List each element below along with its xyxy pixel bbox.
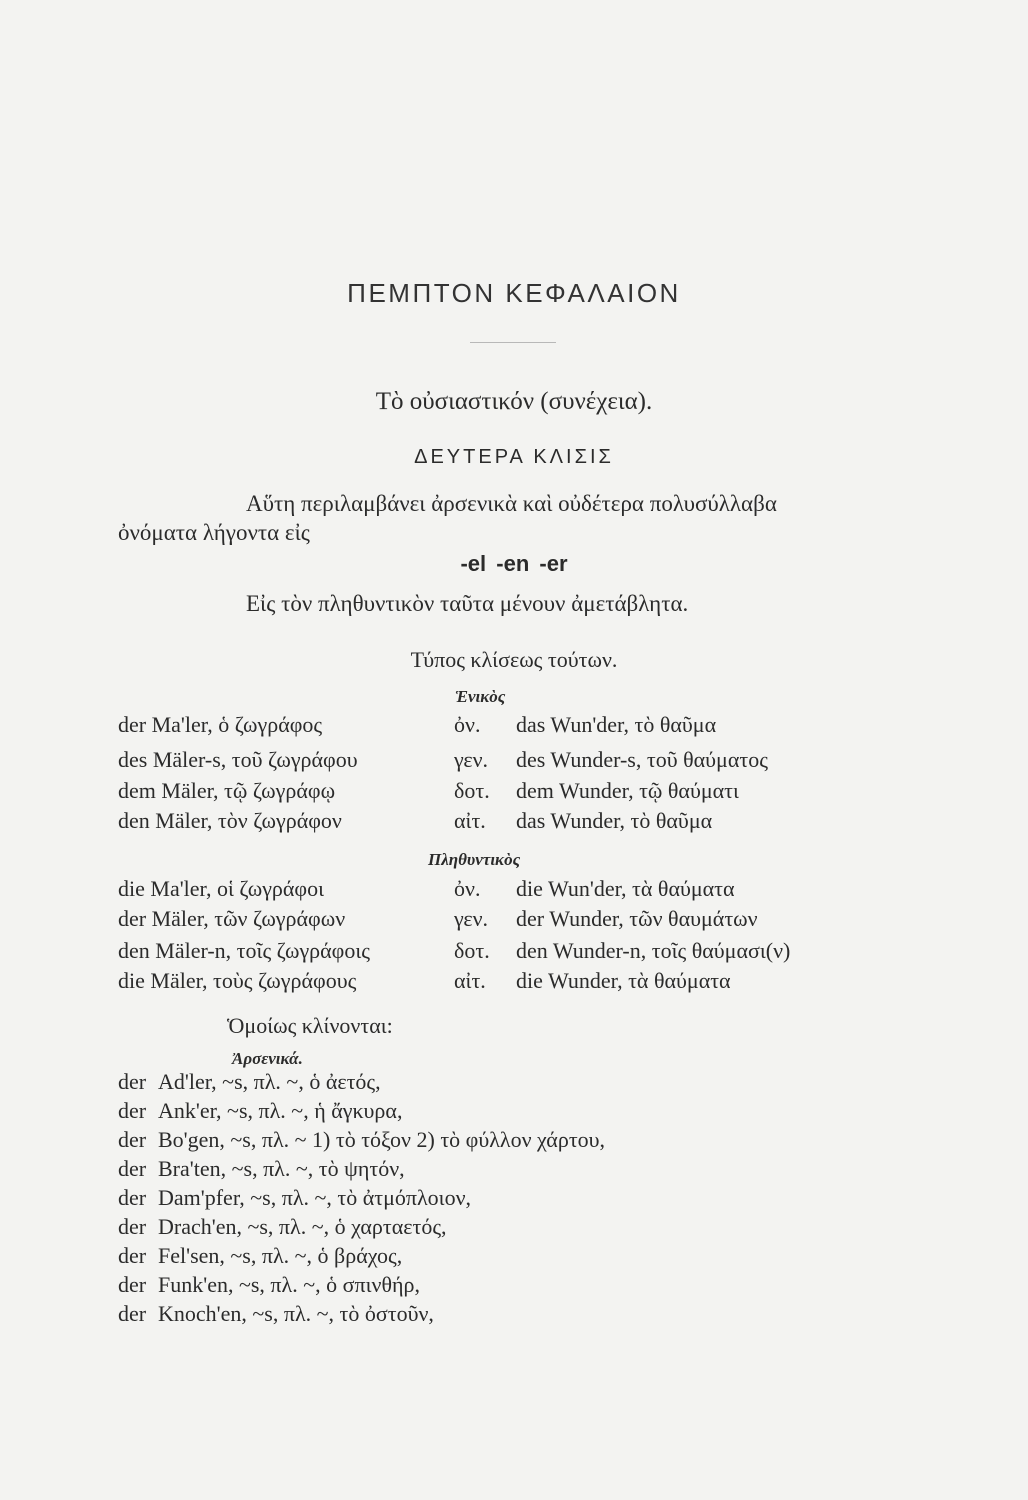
- example-article: der: [118, 1098, 147, 1123]
- chapter-title: ΠΕΜΠΤΟΝ ΚΕΦΑΛΑΙΟΝ: [347, 278, 681, 308]
- similar-heading: Ὁμοίως κλίνονται:: [227, 1013, 393, 1038]
- plural-row-left: die Ma'ler, οἱ ζωγράφοι: [118, 876, 325, 901]
- plural-row-left: der Mäler, τῶν ζωγράφων: [118, 906, 346, 931]
- plural-row-case: δοτ.: [454, 938, 490, 963]
- table-title: Τύπος κλίσεως τούτων.: [410, 647, 618, 672]
- singular-row-left: des Mäler-s, τοῦ ζωγράφου: [118, 747, 358, 772]
- singular-row-left: der Ma'ler, ὁ ζωγράφος: [118, 712, 323, 737]
- plural-row-right: die Wun'der, τὰ θαύματα: [516, 876, 735, 901]
- example-row: [118, 1185, 471, 1211]
- plural-row-right: der Wunder, τῶν θαυμάτων: [516, 906, 758, 931]
- intro-line-1: Αὕτη περιλαμβάνει ἀρσενικὰ καὶ οὐδέτερα πολυσύλλαβα: [246, 491, 777, 516]
- section-title: ΔΕΥΤΕΡΑ ΚΛΙΣΙΣ: [414, 446, 614, 468]
- example-row: [118, 1272, 420, 1298]
- example-article: der: [118, 1243, 147, 1268]
- example-row: [118, 1243, 402, 1269]
- singular-row-case: δοτ.: [454, 778, 490, 803]
- singular-label: Ἑνικὸς: [455, 687, 506, 706]
- example-row: [118, 1214, 447, 1240]
- title-divider: [470, 342, 556, 343]
- example-text: Ank'er, ~s, πλ. ~, ἡ ἄγκυρα,: [158, 1098, 403, 1123]
- example-row: [118, 1069, 381, 1095]
- example-text: Bo'gen, ~s, πλ. ~ 1) τὸ τόξον 2) τὸ φύλλον χάρτου,: [158, 1127, 606, 1152]
- singular-row-right: dem Wunder, τῷ θαύματι: [516, 778, 739, 803]
- singular-row-right: das Wunder, τὸ θαῦμα: [516, 808, 713, 833]
- example-row: [118, 1127, 605, 1153]
- example-article: der: [118, 1272, 147, 1297]
- example-article: der: [118, 1214, 147, 1239]
- example-article: der: [118, 1156, 147, 1181]
- singular-row-right: des Wunder-s, τοῦ θαύματος: [516, 747, 768, 772]
- endings: -el -en -er: [460, 551, 568, 576]
- subtitle: Τὸ οὐσιαστικόν (συνέχεια).: [375, 388, 653, 415]
- singular-row-left: dem Mäler, τῷ ζωγράφῳ: [118, 778, 336, 803]
- example-article: der: [118, 1127, 147, 1152]
- example-row: [118, 1301, 434, 1327]
- example-text: Drach'en, ~s, πλ. ~, ὁ χαρταετός,: [158, 1214, 447, 1239]
- plural-row-left: die Mäler, τοὺς ζωγράφους: [118, 968, 357, 993]
- example-text: Dam'pfer, ~s, πλ. ~, τὸ ἀτμόπλοιον,: [158, 1185, 472, 1210]
- example-text: Fel'sen, ~s, πλ. ~, ὁ βράχος,: [158, 1243, 403, 1268]
- plural-row-case: γεν.: [454, 906, 489, 931]
- example-row: [118, 1156, 405, 1182]
- example-article: der: [118, 1185, 147, 1210]
- plural-note: Εἰς τὸν πληθυντικὸν ταῦτα μένουν ἀμετάβλητα.: [246, 591, 689, 616]
- intro-line-2: ὀνόματα λήγοντα εἰς: [118, 520, 310, 545]
- plural-label: Πληθυντικὸς: [428, 850, 521, 869]
- plural-row-right: den Wunder-n, τοῖς θαύμασι(ν): [516, 938, 791, 963]
- plural-row-left: den Mäler-n, τοῖς ζωγράφοις: [118, 938, 371, 963]
- example-text: Knoch'en, ~s, πλ. ~, τὸ ὀστοῦν,: [158, 1301, 434, 1326]
- example-article: der: [118, 1301, 147, 1326]
- singular-row-case: ὀν.: [454, 712, 481, 737]
- example-text: Funk'en, ~s, πλ. ~, ὁ σπινθήρ,: [158, 1272, 420, 1297]
- singular-row-case: γεν.: [454, 747, 489, 772]
- singular-row-case: αἰτ.: [454, 808, 486, 833]
- example-text: Ad'ler, ~s, πλ. ~, ὁ ἀετός,: [158, 1069, 381, 1094]
- plural-row-right: die Wunder, τὰ θαύματα: [516, 968, 731, 993]
- singular-row-left: den Mäler, τὸν ζωγράφον: [118, 808, 342, 833]
- singular-row-right: das Wun'der, τὸ θαῦμα: [516, 712, 717, 737]
- plural-row-case: αἰτ.: [454, 968, 486, 993]
- example-text: Bra'ten, ~s, πλ. ~, τὸ ψητόν,: [158, 1156, 405, 1181]
- masculine-heading: Ἀρσενικά.: [232, 1049, 303, 1068]
- example-article: der: [118, 1069, 147, 1094]
- example-row: [118, 1098, 402, 1124]
- plural-row-case: ὀν.: [454, 876, 481, 901]
